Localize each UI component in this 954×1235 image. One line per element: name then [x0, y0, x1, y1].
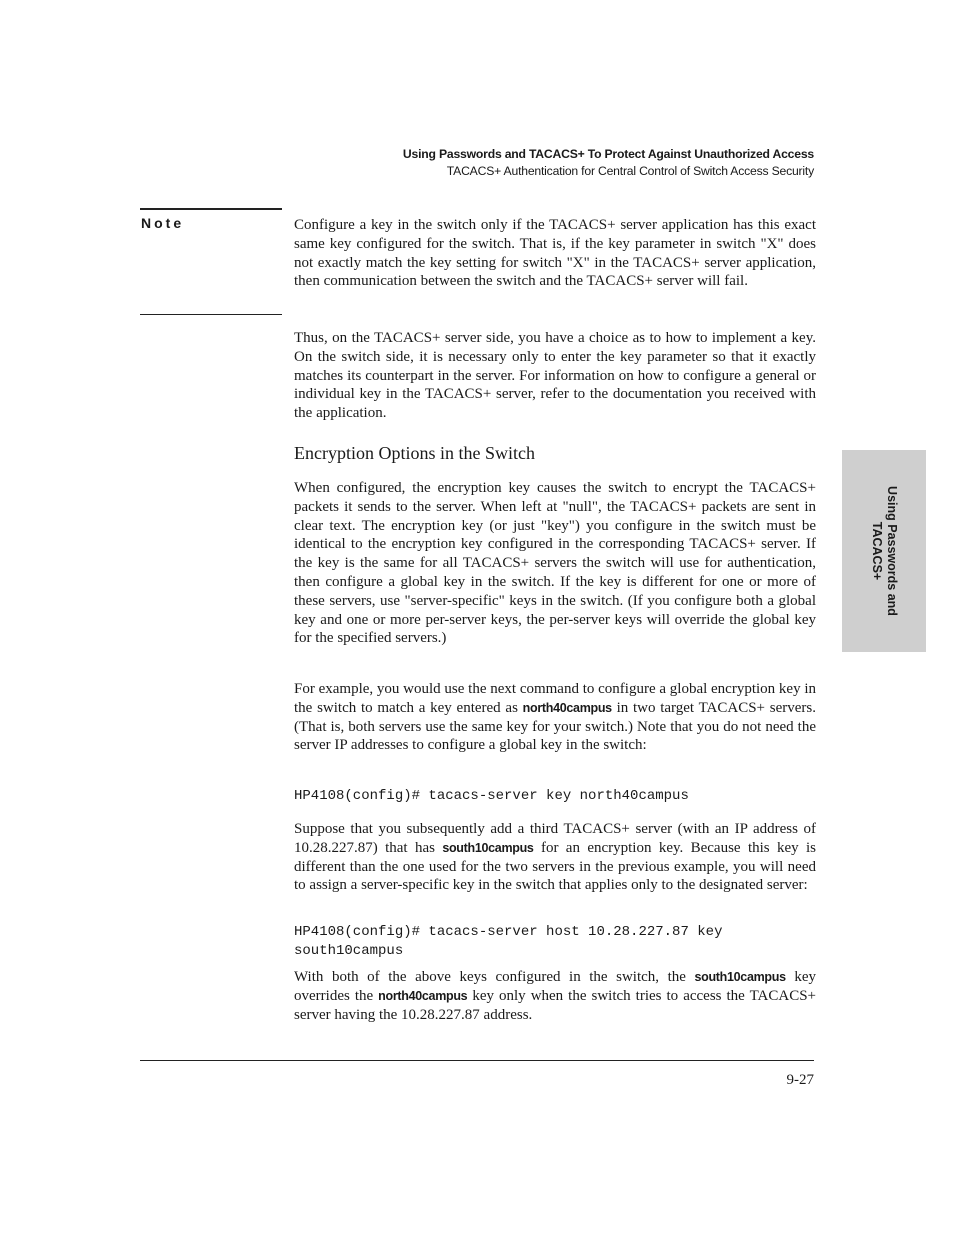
chapter-side-tab	[842, 450, 926, 652]
running-header-title: Using Passwords and TACACS+ To Protect Against Unauthorized Access	[402, 147, 814, 161]
section-heading: Encryption Options in the Switch	[294, 443, 535, 463]
running-header-subtitle: TACACS+ Authentication for Central Control of Switch Access Security	[446, 164, 814, 178]
note-label: Note	[141, 215, 185, 231]
paragraph-global-key-text-2: in two target TACACS+ servers. (That is, both servers use the same key for your switch.) Note that you do not need the server IP addresses to configure a global key in the switch:	[294, 699, 816, 754]
keyword-south10campus-2: south10campus	[694, 970, 786, 984]
paragraph-global-key	[294, 680, 816, 755]
paragraph-server-specific-text-1: Suppose that you subsequently add a third TACACS+ server (with an IP address of 10.28.227.87) that has	[294, 821, 816, 856]
code-example-host-key-line-1: HP4108(config)# tacacs-server host 10.28.227.87 key	[294, 924, 723, 940]
paragraph-override-text-2: key overrides the	[294, 969, 816, 1004]
note-text: Configure a key in the switch only if the TACACS+ server application has this exact same key configured for the switch. That is, if the key parameter in switch "X" does not exactly match the key setting for switch "X" in the TACACS+ server application, then communication between the switch and the TACACS+ server will fail.	[294, 217, 816, 290]
code-example-global-key: HP4108(config)# tacacs-server key north40campus	[294, 788, 689, 804]
paragraph-override	[294, 968, 816, 1024]
paragraph-override-text-3: key only when the switch tries to access the TACACS+ server having the 10.28.227.87 address.	[294, 987, 817, 1023]
chapter-side-tab-line-1: Using Passwords and	[885, 486, 899, 616]
keyword-south10campus: south10campus	[442, 840, 534, 855]
paragraph-encryption: When configured, the encryption key causes the switch to encrypt the TACACS+ packets it sends to the server. When left at "null", the TACACS+ packets are sent in clear text. The encryption key (or just "key") you configure in the switch must be identical to the encryption key configured in the corresponding TACACS+ server. If the key is the same for all TACACS+ servers the switch will use for authentication, then configure a global key in the switch. If the key is different for one or more of these servers, use "server-specific" keys in the switch. (If you configure both a global key and one or more per-server keys, the per-server keys will override the global key for the specified servers.)	[294, 480, 816, 647]
paragraph-server-specific-text-2: for an encryption key. Because this key is different than the one used for the two servers in the previous example, you will need to assign a server-specific key in the switch that applies only to the designated server:	[294, 839, 816, 894]
paragraph-override-text-1: With both of the above keys configured in the switch, the	[294, 969, 695, 985]
keyword-north40campus: north40campus	[522, 700, 612, 715]
chapter-side-tab-label	[869, 451, 899, 651]
page-number: 9-27	[786, 1072, 814, 1088]
intro-paragraph: Thus, on the TACACS+ server side, you have a choice as to how to implement a key. On the switch side, it is necessary only to enter the key parameter so that it exactly matches its counterpart in the server. For information on how to configure a general or individual key in the TACACS+ server, refer to the documentation you received with the application.	[294, 330, 816, 422]
chapter-side-tab-line-2: TACACS+	[870, 521, 884, 581]
note-bottom-rule	[140, 314, 282, 315]
note-top-rule	[140, 208, 282, 210]
paragraph-global-key-text-1: For example, you would use the next command to configure a global encryption key in the switch to match a key entered as	[294, 681, 816, 716]
keyword-north40campus-2: north40campus	[378, 988, 468, 1003]
footer-rule	[140, 1060, 814, 1061]
paragraph-server-specific	[294, 820, 816, 895]
code-example-host-key-line-2: south10campus	[294, 943, 404, 959]
